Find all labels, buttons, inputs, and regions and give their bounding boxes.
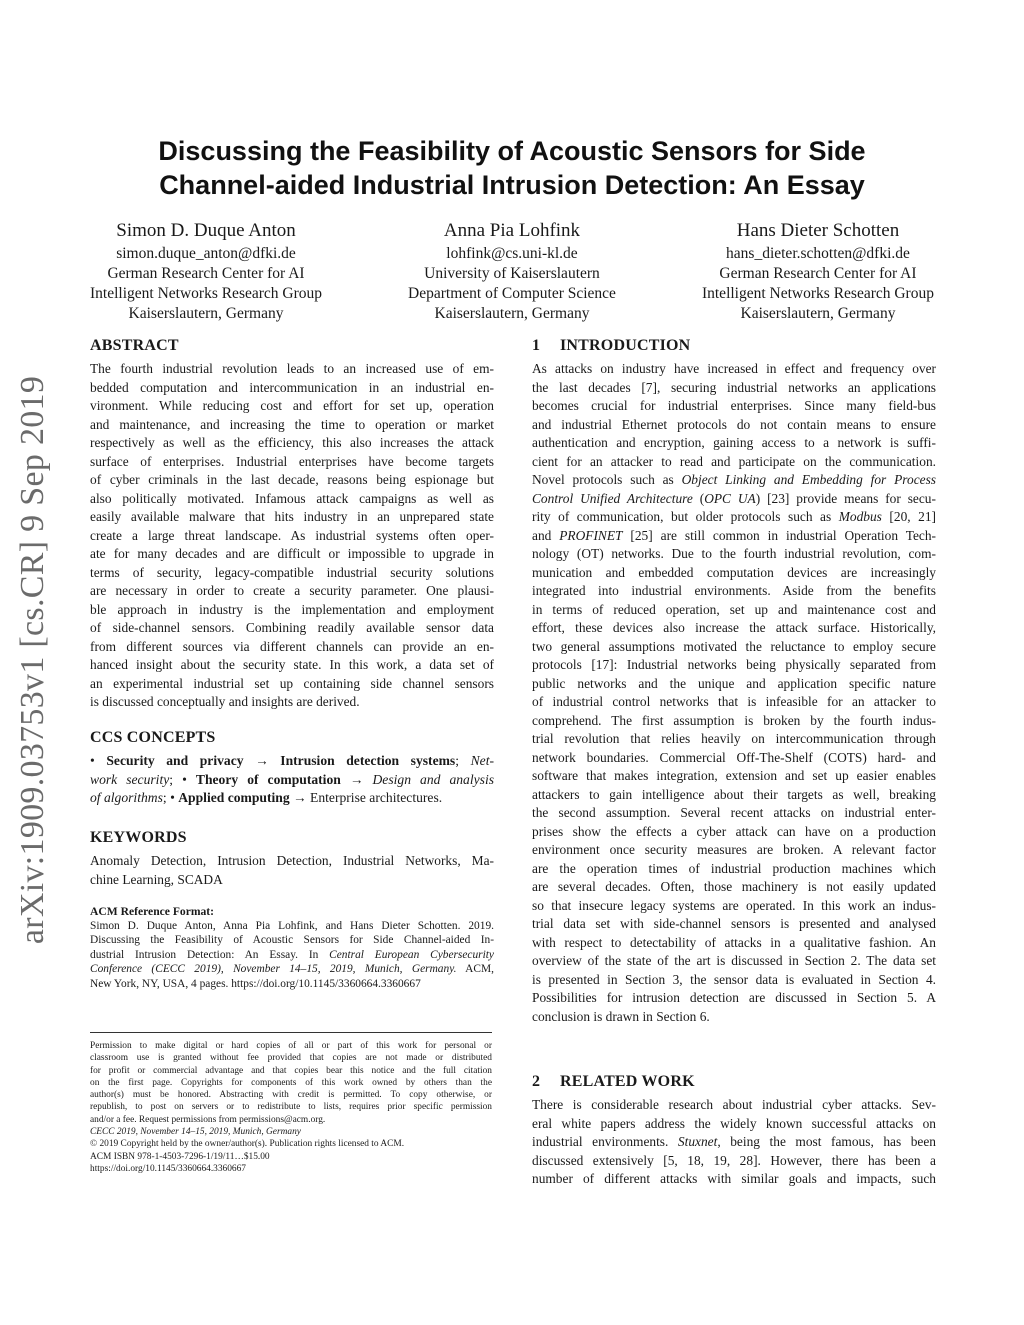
abstract-line: terms of security, legacy-compatible industrial security solutions — [90, 564, 494, 580]
abstract-line: of cyber criminals in the last decade, reasons being espionage but — [90, 472, 494, 487]
acm-reference-heading: ACM Reference Format: — [90, 905, 215, 918]
footnote-line: republish, to post on servers or to redistribute to lists, requires prior specific permission — [90, 1102, 492, 1113]
footnote-line: classroom use is granted without fee provided that copies are not made or distributed — [90, 1053, 492, 1064]
intro-line: conclusion is drawn in Section 6. — [532, 1008, 710, 1024]
author-dept: Intelligent Networks Research Group — [90, 285, 323, 302]
intro-line: protocols [17]: Industrial networks being physically separated from — [532, 657, 936, 672]
intro-line: and industrial Ethernet protocols do not contain means to ensure — [532, 416, 936, 432]
ccs-section — [90, 728, 494, 808]
intro-line: nology (OT) networks. Due to the fourth industrial revolution, com- — [532, 546, 936, 561]
keywords-section — [90, 828, 494, 889]
introduction-section — [532, 336, 936, 1026]
abstract-line: of side-channel sensors. Combining readily available sensor data — [90, 620, 494, 635]
abstract-line: easily available malware that hits industry in an unprepared state — [90, 509, 494, 524]
acm-reference-line: New York, NY, USA, 4 pages. https://doi.org/10.1145/3360664.3360667 — [90, 977, 421, 990]
arxiv-sidebar — [3, 375, 63, 945]
intro-line: network boundaries. Commercial Off-The-Shelf (COTS) hard- and — [532, 749, 936, 765]
abstract-line: The fourth industrial revolution leads to an increased use of em- — [90, 361, 494, 376]
abstract-line: is discussed conceptually and insights are derived. — [90, 694, 360, 709]
ccs-line: • Security and privacy → Intrusion detection systems; Net- — [90, 753, 494, 768]
intro-line: so that insecure legacy systems are operated. In this work an indus- — [532, 897, 936, 913]
footnote-line: on the first page. Copyrights for components of this work owned by others than the — [90, 1077, 492, 1088]
intro-line: in terms of reduced operation, set up and maintenance cost and — [532, 601, 936, 617]
intro-line: trial revolution that relies heavily on intercommunication through — [532, 731, 936, 746]
author-name: Anna Pia Lohfink — [443, 220, 581, 241]
author-block — [90, 218, 934, 324]
author-dept: Department of Computer Science — [408, 285, 616, 302]
related-work-heading: 2 RELATED WORK — [532, 1073, 695, 1090]
author-name: Simon D. Duque Anton — [116, 220, 296, 241]
footnote-line: and/or a fee. Request permissions from permissions@acm.org. — [90, 1114, 326, 1125]
intro-line: Possibilities for intrusion detection are discussed in Section 5. A — [532, 990, 936, 1005]
intro-line: is presented in Section 3, the sensor data is evaluated in Section 4. — [532, 971, 936, 987]
abstract-line: vironment. While reducing cost and effort for set up, operation — [90, 398, 494, 413]
author-location: Kaiserslautern, Germany — [128, 305, 284, 322]
intro-line: the last decades [7], securing industrial networks an applications — [532, 379, 936, 395]
abstract-line: and maintenance, and increasing the time to operation or market — [90, 416, 494, 432]
author-2 — [408, 218, 616, 324]
intro-line: effort, these devices also increase the attack surface. Historically, — [532, 620, 936, 635]
related-line: eral white papers address the widely known successful attacks on — [532, 1115, 936, 1131]
related-work-body — [532, 1096, 936, 1189]
keywords-heading: KEYWORDS — [90, 829, 187, 846]
intro-line: are the operation times of industrial production machines which — [532, 860, 936, 876]
intro-line: authentication and encryption, gaining access to a network is suffi- — [532, 435, 936, 450]
author-email: simon.duque_anton@dfki.de — [116, 245, 296, 262]
acm-reference-line: dustrial Intrusion Detection: An Essay. In Central European Cybersecurity — [90, 948, 494, 961]
introduction-heading: 1 INTRODUCTION — [532, 337, 691, 354]
related-line: industrial environments. Stuxnet, being the most famous, has been — [532, 1134, 936, 1149]
author-org: University of Kaiserslautern — [424, 265, 600, 282]
intro-line: software that makes integration, extension and set up easier enables — [532, 768, 936, 783]
acm-reference — [90, 904, 494, 991]
intro-line: prises show the effects a cyber attack can have on a production — [532, 823, 936, 839]
intro-line: becomes crucial for industrial enterprises. Since many field-bus — [532, 398, 936, 413]
title-line-1: Discussing the Feasibility of Acoustic Sensors for Side — [158, 136, 866, 166]
ccs-line: work security; • Theory of computation → Design and analysis — [90, 771, 494, 787]
ccs-line: of algorithms; • Applied computing → Enterprise architectures. — [90, 790, 443, 805]
footnote-venue: CECC 2019, November 14–15, 2019, Munich, Germany — [90, 1127, 301, 1138]
author-3 — [702, 218, 934, 324]
related-line: There is considerable research about industrial cyber attacks. Sev- — [532, 1097, 936, 1112]
related-line: discussed extensively [5, 18, 19, 28]. However, there has been a — [532, 1152, 936, 1168]
abstract-line: from different sources via different channels can provide an en- — [90, 638, 494, 654]
author-email: lohfink@cs.uni-kl.de — [446, 245, 578, 262]
permission-footnote — [90, 1040, 492, 1175]
keywords-body — [90, 852, 494, 889]
abstract-line: create a large threat landscape. As industrial systems often oper- — [90, 527, 494, 543]
author-1 — [90, 218, 322, 324]
abstract-line: surface of enterprises. Industrial enterprises have become targets — [90, 453, 494, 469]
title-line-2: Channel-aided Industrial Intrusion Detection: An Essay — [159, 170, 865, 200]
intro-line: and PROFINET [25] are still common in industrial Operation Tech- — [532, 527, 936, 543]
intro-line: integrated into industrial environments. Aside from the benefits — [532, 583, 936, 598]
acm-reference-line: Conference (CECC 2019), November 14–15, 2019, Munich, Germany. ACM, — [90, 963, 494, 976]
abstract-line: ble approach in industry is the implementation and employment — [90, 601, 494, 617]
acm-reference-line: Discussing the Feasibility of Acoustic Sensors for Side Channel-aided In- — [90, 934, 494, 947]
author-dept: Intelligent Networks Research Group — [701, 285, 934, 302]
intro-line: the second assumption. Several recent attacks on industrial enter- — [532, 805, 936, 820]
abstract-line: respectively as well as the efficiency, this also increases the attack — [90, 435, 494, 450]
acm-reference-line: Simon D. Duque Anton, Anna Pia Lohfink, and Hans Dieter Schotten. 2019. — [90, 920, 494, 932]
footnote-isbn: ACM ISBN 978-1-4503-7296-1/19/11…$15.00 — [90, 1151, 270, 1162]
footnote-line: for profit or commercial advantage and that copies bear this notice and the full citation — [90, 1065, 492, 1076]
permission-text — [90, 1040, 492, 1126]
author-location: Kaiserslautern, Germany — [434, 305, 590, 322]
intro-line: of industrial control networks that is infeasible for an attacker to — [532, 694, 936, 709]
author-org: German Research Center for AI — [719, 265, 917, 282]
keywords-line: Anomaly Detection, Intrusion Detection, Industrial Networks, Ma- — [90, 853, 494, 868]
abstract-line: are necessary in order to create a security parameter. One plausi- — [90, 583, 494, 598]
ccs-body — [90, 752, 494, 808]
paper-title — [90, 134, 934, 202]
intro-line: comprehend. The first assumption is broken by the fourth indus- — [532, 712, 936, 728]
intro-line: with respect to detectability of attacks in a qualitative fashion. An — [532, 934, 936, 950]
ccs-heading: CCS CONCEPTS — [90, 729, 216, 746]
intro-line: are several decades. Often, those machinery is not easily updated — [532, 879, 936, 894]
intro-line: environment once security measures are broken. A relevant factor — [532, 842, 936, 857]
related-work-section — [532, 1072, 936, 1189]
footnote-doi: https://doi.org/10.1145/3360664.3360667 — [90, 1163, 246, 1174]
intro-line: overview of the state of the art is discussed in Section 2. The data set — [532, 953, 936, 968]
footnote-line: author(s) must be honored. Abstracting with credit is permitted. To copy otherwise, or — [90, 1090, 492, 1101]
intro-line: rity of communication, but older protocols such as Modbus [20, 21] — [532, 509, 936, 524]
footnote-divider — [90, 1032, 492, 1033]
abstract-section — [90, 336, 494, 712]
intro-line: munication and embedded computation devices are increasingly — [532, 564, 936, 580]
author-email: hans_dieter.schotten@dfki.de — [726, 245, 910, 262]
intro-line: two general assumptions motivated the reluctance to employ secure — [532, 638, 936, 654]
author-name: Hans Dieter Schotten — [736, 220, 900, 241]
abstract-heading: ABSTRACT — [90, 337, 179, 354]
intro-line: Novel protocols such as Object Linking and Embedding for Process — [532, 472, 936, 487]
abstract-line: an experimental industrial set up containing side channel sensors — [90, 675, 494, 691]
intro-line: Control Unified Architecture (OPC UA) [23] provide means for secu- — [532, 490, 936, 506]
introduction-body — [532, 360, 936, 1026]
intro-line: As attacks on industry have increased in effect and frequency over — [532, 361, 936, 376]
related-line: number of different attacks with similar goals and impacts, such — [532, 1171, 936, 1186]
keywords-line: chine Learning, SCADA — [90, 871, 223, 887]
intro-line: attackers to gain intelligence about their targets as well, breaking — [532, 786, 936, 802]
intro-line: cient for an attacker to read and participate on the communication. — [532, 453, 936, 469]
abstract-line: ate for many decades and are difficult or impossible to upgrade in — [90, 546, 494, 561]
footnote-copyright: © 2019 Copyright held by the owner/author(s). Publication rights licensed to ACM. — [90, 1139, 405, 1150]
intro-line: public networks and the unique and application specific nature — [532, 675, 936, 691]
footnote-line: Permission to make digital or hard copies of all or part of this work for personal or — [90, 1041, 492, 1051]
arxiv-identifier: arXiv:1909.03753v1 [cs.CR] 9 Sep 2019 — [14, 375, 51, 945]
intro-line: trial data set with side-channel sensors is presented and analysed — [532, 916, 936, 931]
author-org: German Research Center for AI — [107, 265, 305, 282]
abstract-line: hanced insight about the security state. In this work, a data set of — [90, 657, 494, 672]
abstract-line: also politically motivated. Infamous attack campaigns as well as — [90, 490, 494, 506]
abstract-body — [90, 360, 494, 712]
abstract-line: bedded computation and intercommunication in an industrial en- — [90, 379, 494, 395]
author-location: Kaiserslautern, Germany — [740, 305, 896, 322]
